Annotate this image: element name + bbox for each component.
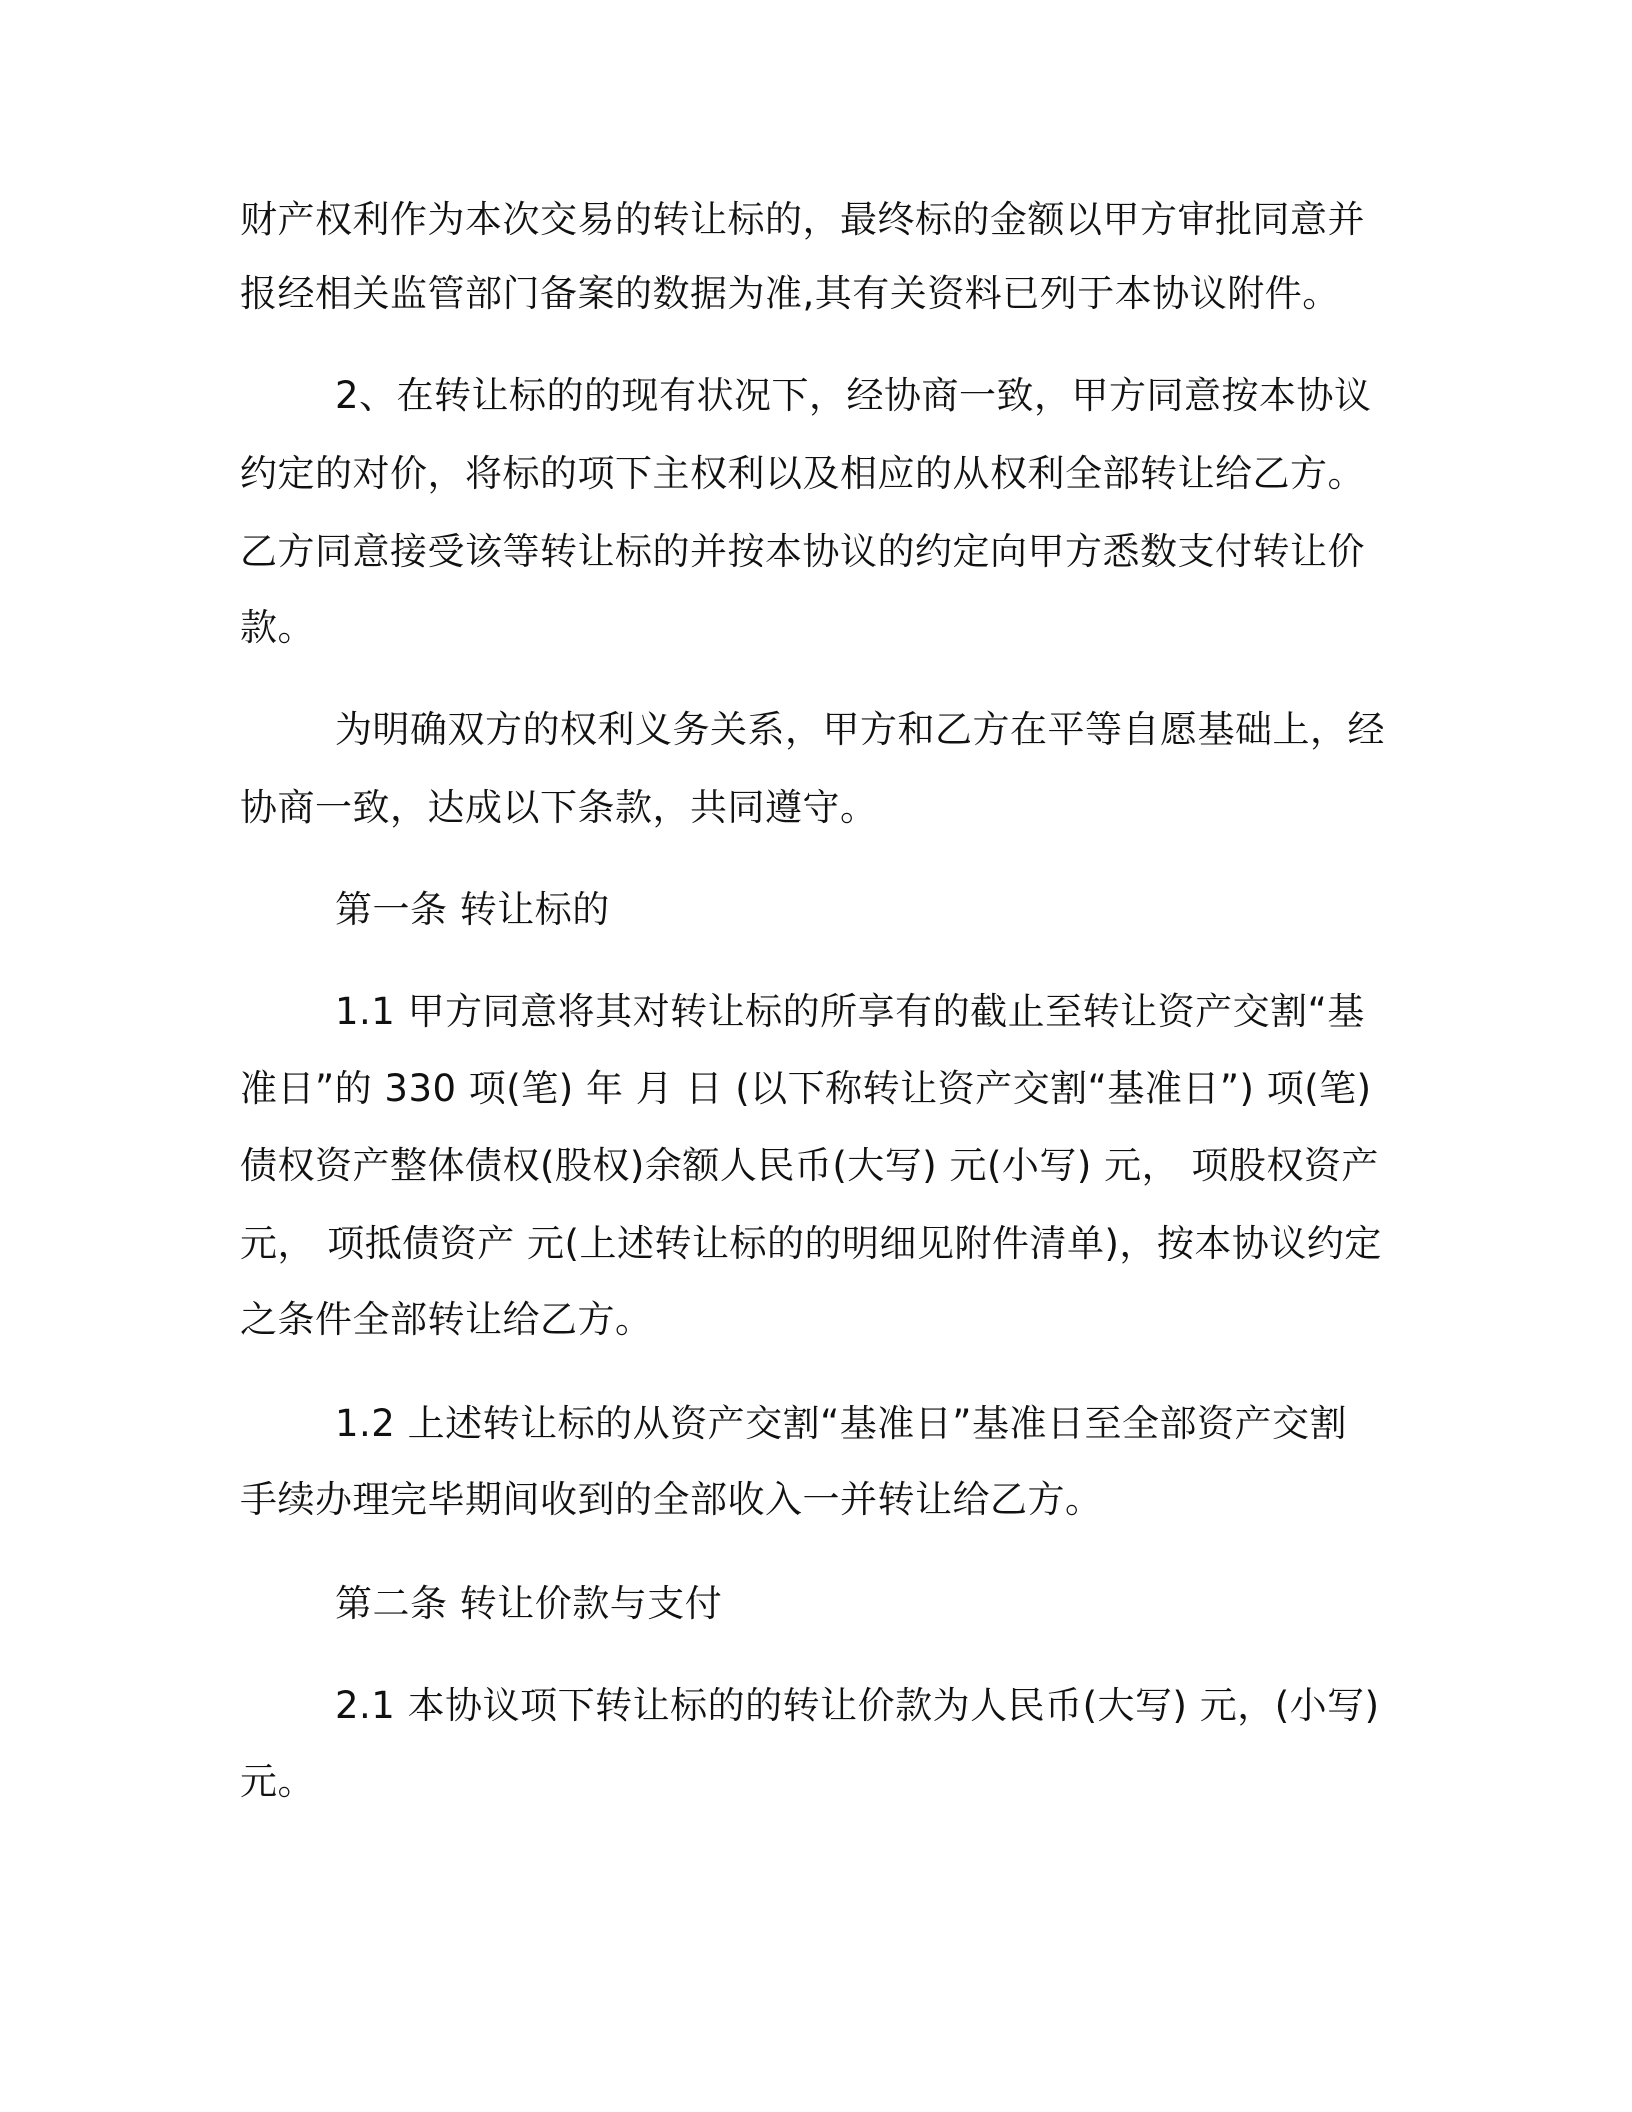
- paragraph-2-line-4: 款。: [240, 606, 315, 649]
- paragraph-2-line-1: 2、在转让标的的现有状况下，经协商一致，甲方同意按本协议: [335, 374, 1372, 417]
- section-heading-1: 第一条 转让标的: [335, 888, 610, 931]
- paragraph-6-line-1: 2.1 本协议项下转让标的的转让价款为人民币(大写) 元，(小写): [335, 1684, 1380, 1727]
- paragraph-4-line-2: 准日”的 330 项(笔) 年 月 日 (以下称转让资产交割“基准日”) 项(笔): [240, 1067, 1372, 1110]
- paragraph-2-line-3: 乙方同意接受该等转让标的并按本协议的约定向甲方悉数支付转让价: [240, 530, 1365, 573]
- paragraph-2-line-2: 约定的对价，将标的项下主权利以及相应的从权利全部转让给乙方。: [240, 452, 1365, 495]
- section-heading-2: 第二条 转让价款与支付: [335, 1582, 723, 1625]
- paragraph-5-line-2: 手续办理完毕期间收到的全部收入一并转让给乙方。: [240, 1478, 1103, 1521]
- paragraph-6-line-2: 元。: [240, 1760, 315, 1803]
- paragraph-3-line-2: 协商一致，达成以下条款，共同遵守。: [240, 786, 878, 829]
- paragraph-5-line-1: 1.2 上述转让标的从资产交割“基准日”基准日至全部资产交割: [335, 1402, 1347, 1445]
- paragraph-4-line-3: 债权资产整体债权(股权)余额人民币(大写) 元(小写) 元， 项股权资产: [240, 1144, 1379, 1187]
- paragraph-4-line-5: 之条件全部转让给乙方。: [240, 1298, 653, 1341]
- paragraph-1-line-1: 财产权利作为本次交易的转让标的，最终标的金额以甲方审批同意并: [240, 198, 1365, 241]
- paragraph-3-line-1: 为明确双方的权利义务关系，甲方和乙方在平等自愿基础上，经: [335, 708, 1385, 751]
- paragraph-1-line-2: 报经相关监管部门备案的数据为准,其有关资料已列于本协议附件。: [240, 272, 1340, 315]
- paragraph-4-line-4: 元， 项抵债资产 元(上述转让标的的明细见附件清单)，按本协议约定: [240, 1222, 1382, 1265]
- paragraph-4-line-1: 1.1 甲方同意将其对转让标的所享有的截止至转让资产交割“基: [335, 990, 1365, 1033]
